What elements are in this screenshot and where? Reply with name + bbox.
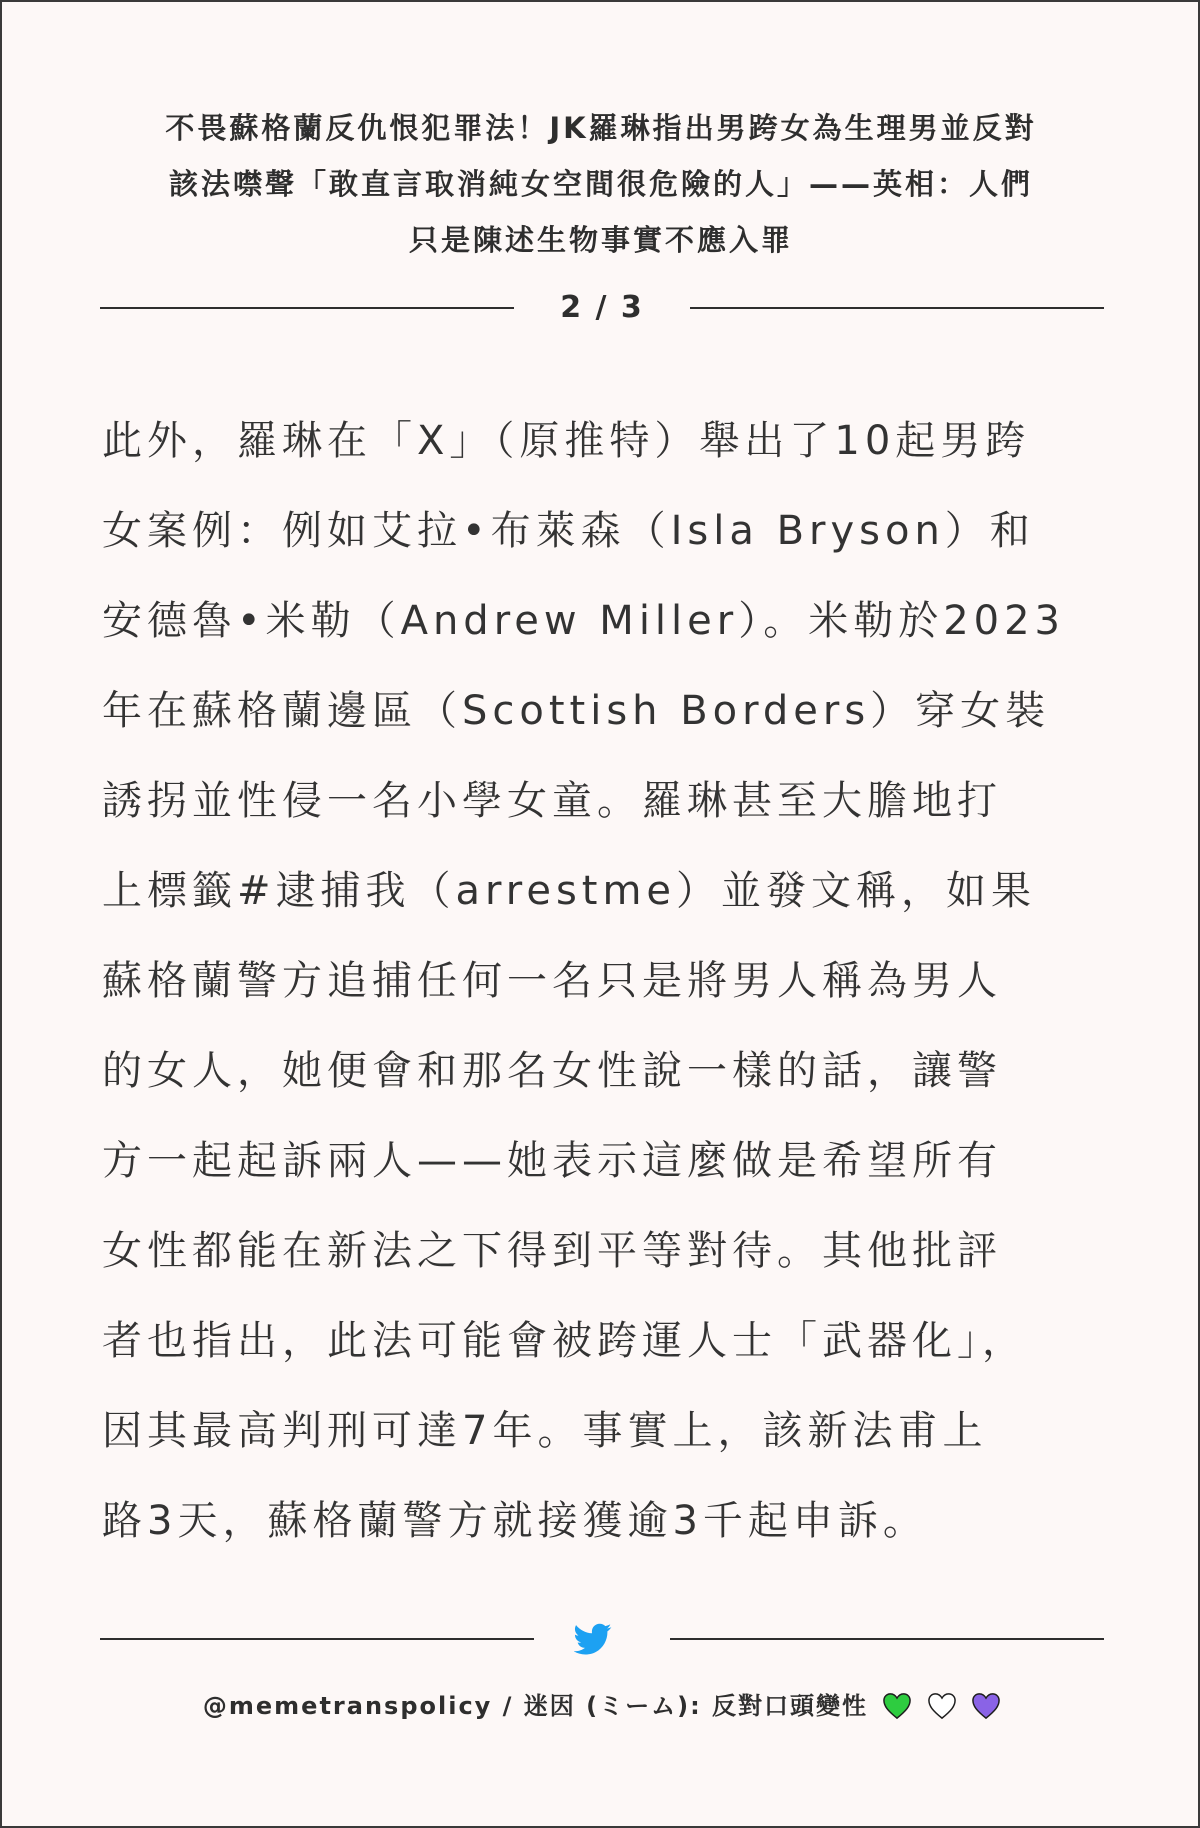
title-line: 只是陳述生物事實不應入罪 (408, 223, 793, 257)
footer-divider-row (100, 1616, 1104, 1662)
body-line: 此外，羅琳在「X」（原推特）舉出了10起男跨 (102, 418, 1031, 464)
divider-right (670, 1638, 1104, 1640)
page-number: 2 / 3 (560, 290, 644, 325)
body-line: 因其最高判刑可達7年。事實上，該新法甫上 (102, 1408, 988, 1454)
divider-left (100, 1638, 534, 1640)
purple-heart-icon (971, 1692, 1001, 1720)
body-line: 者也指出，此法可能會被跨運人士「武器化」， (102, 1318, 1027, 1364)
body-line: 蘇格蘭警方追捕任何一名只是將男人稱為男人 (102, 958, 1002, 1004)
credit-text: @memetranspolicy / 迷因 (ミーム): 反對口頭變性 (202, 1692, 869, 1720)
body-line: 女性都能在新法之下得到平等對待。其他批評 (102, 1228, 1002, 1274)
page-title (102, 100, 1100, 268)
page-indicator-row (100, 288, 1104, 328)
body-line: 安德魯•米勒（Andrew Miller）。米勒於2023 (102, 598, 1066, 644)
body-line: 上標籤#逮捕我（arrestme）並發文稱，如果 (102, 868, 1037, 914)
body-line: 誘拐並性侵一名小學女童。羅琳甚至大膽地打 (102, 778, 1002, 824)
article-body (102, 396, 1102, 1566)
body-line: 方一起起訴兩人——她表示這麼做是希望所有 (102, 1138, 1002, 1184)
divider-right (690, 307, 1104, 309)
green-heart-icon (882, 1692, 912, 1720)
body-line: 的女人，她便會和那名女性說一樣的話，讓警 (102, 1048, 1002, 1094)
body-line: 路3天，蘇格蘭警方就接獲逾3千起申訴。 (102, 1498, 928, 1544)
body-line: 年在蘇格蘭邊區（Scottish Borders）穿女裝 (102, 688, 1051, 734)
title-line: 該法噤聲「敢直言取消純女空間很危險的人」——英相：人們 (168, 167, 1033, 201)
twitter-bird-icon (574, 1620, 612, 1658)
divider-left (100, 307, 514, 309)
footer-credit (2, 1686, 1200, 1726)
body-line: 女案例：例如艾拉•布萊森（Isla Bryson）和 (102, 508, 1035, 554)
title-line: 不畏蘇格蘭反仇恨犯罪法！JK羅琳指出男跨女為生理男並反對 (165, 111, 1037, 145)
white-heart-icon (927, 1692, 957, 1720)
